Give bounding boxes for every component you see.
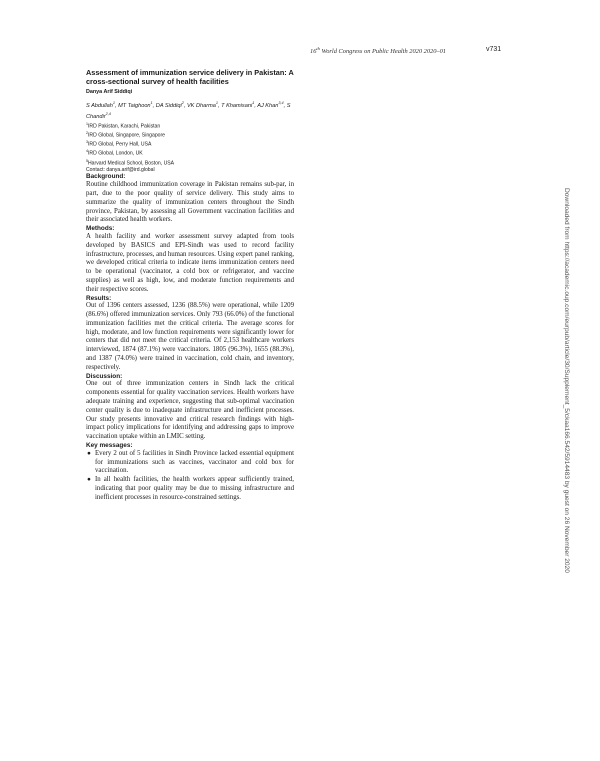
affiliation-list <box>86 121 294 167</box>
methods-heading: Methods: <box>86 225 115 233</box>
background-text: Routine childhood immunization coverage in Pakistan remains sub-par, in part, due to the poor quality of service delivery. This study aims to summarize the quality of immunization centers throughout the Sindh province, Pakistan, by assessing all Government vaccination facilities and their associated health workers. <box>86 181 294 224</box>
methods-text: A health facility and worker assessment survey adapted from tools developed by BASICS and EPI-Sindh was used to record facility infrastructure, processes, and human resources. Using expert panel ranking, we developed critical criteria to indicate items immunization centers need to be operational (vaccinator, a cold box or refrigerator, and vaccine supplies) as well as high, low, and moderate function requirements and their respective scores. <box>86 232 294 293</box>
results-text: Out of 1396 centers assessed, 1236 (88.5%) were operational, while 1209 (86.6%) offered immunization services. Only 793 (66.0%) of the functional immunization facilities met the critical criteria. The average scores for high, moderate, and low function requirements were significantly lower for centers that did not meet the critical criteria. Of 2,153 healthcare workers interviewed, 1874 (87.1%) were vaccinators. 1805 (96.3%), 1655 (88.3%), and 1387 (74.0%) were trained in vaccination, cold chain, and inventory, respectively. <box>86 302 294 371</box>
download-watermark: Downloaded from https://academic.oup.com/eurpub/article/30/Supplement_5/ckaa166.542/5914483 by guest on 26 November 2020 <box>563 188 570 573</box>
author-affiliation-mark: 2 <box>181 101 184 106</box>
author-list: S Abdullah$^1$, MT Taighoon$^1$, DA Siddiqi$^2$, VK Dharma$^1$, T Khamisani$^1$, AJ Khan$^{3,4}$, S Chandir$^{2,4}$ <box>86 101 291 120</box>
contact-email: Contact: danya.arif@ird.global <box>86 166 155 173</box>
results-heading: Results: <box>86 294 112 302</box>
running-header <box>310 46 516 55</box>
list-item: ● Every 2 out of 5 facilities in Sindh Province lacked essential equipment for immunizations such as vaccines, vaccinator and cold box for vaccination. <box>87 449 294 475</box>
affiliation: $^1$IRD Pakistan, Karachi, Pakistan <box>86 121 161 130</box>
bullet-icon: ● <box>87 449 91 457</box>
background-heading: Background: <box>86 173 126 181</box>
key-messages-list <box>86 450 294 503</box>
page-number: v731 <box>486 46 502 53</box>
author-affiliation-mark: 3,4 <box>278 101 284 106</box>
list-item: ● In all health facilities, the health workers appear sufficiently trained, indicating that poor quality may be due to missing infrastructure and inefficient processes in resource-constrained settings. <box>87 476 294 501</box>
author-affiliation-mark: 1 <box>252 101 255 106</box>
discussion-heading: Discussion: <box>86 372 123 380</box>
author-affiliation-mark: 1 <box>150 101 153 106</box>
affiliation: $^3$IRD Global, Perry Hall, USA <box>86 140 152 148</box>
author-affiliation-mark: 1 <box>112 101 115 106</box>
presenter-name: Danya Arif Siddiqi <box>86 89 133 96</box>
author-affiliation-mark: 1 <box>215 101 218 106</box>
affiliation: $^5$Harvard Medical School, Boston, USA <box>86 158 175 167</box>
author: DA Siddiqi <box>155 103 182 110</box>
author: S Abdullah <box>86 103 113 110</box>
conference-name: 16th World Congress on Public Health 2020 2020–01 <box>310 46 447 56</box>
discussion-text: One out of three immunization centers in Sindh lack the critical components essential for quality vaccination services. Health workers have adequate training and experience, suggesting that sub-optimal vaccination center quality is due to inadequate infrastructure and inefficient processes. Our study presents innovative and critical research findings with high-impact policy implications for identifying and addressing gaps to improve vaccination uptake within an LMIC setting. <box>86 380 294 441</box>
abstract <box>86 69 294 503</box>
abstract-title: Assessment of immunization service delivery in Pakistan: A cross-sectional survey of health facilities <box>86 68 294 86</box>
affiliation: $^2$IRD Global, Singapore, Singapore <box>86 131 166 139</box>
author: AJ Khan <box>257 103 279 110</box>
author: VK Dharma <box>186 103 216 110</box>
affiliation: $^4$IRD Global, London, UK <box>86 149 143 158</box>
author-affiliation-mark: 2,4 <box>105 111 111 116</box>
author: S Chandir <box>86 103 291 120</box>
bullet-icon: ● <box>87 476 91 484</box>
author: T Khamisani <box>221 103 253 110</box>
key-messages-heading: Key messages: <box>86 442 133 450</box>
author: MT Taighoon <box>118 103 151 110</box>
